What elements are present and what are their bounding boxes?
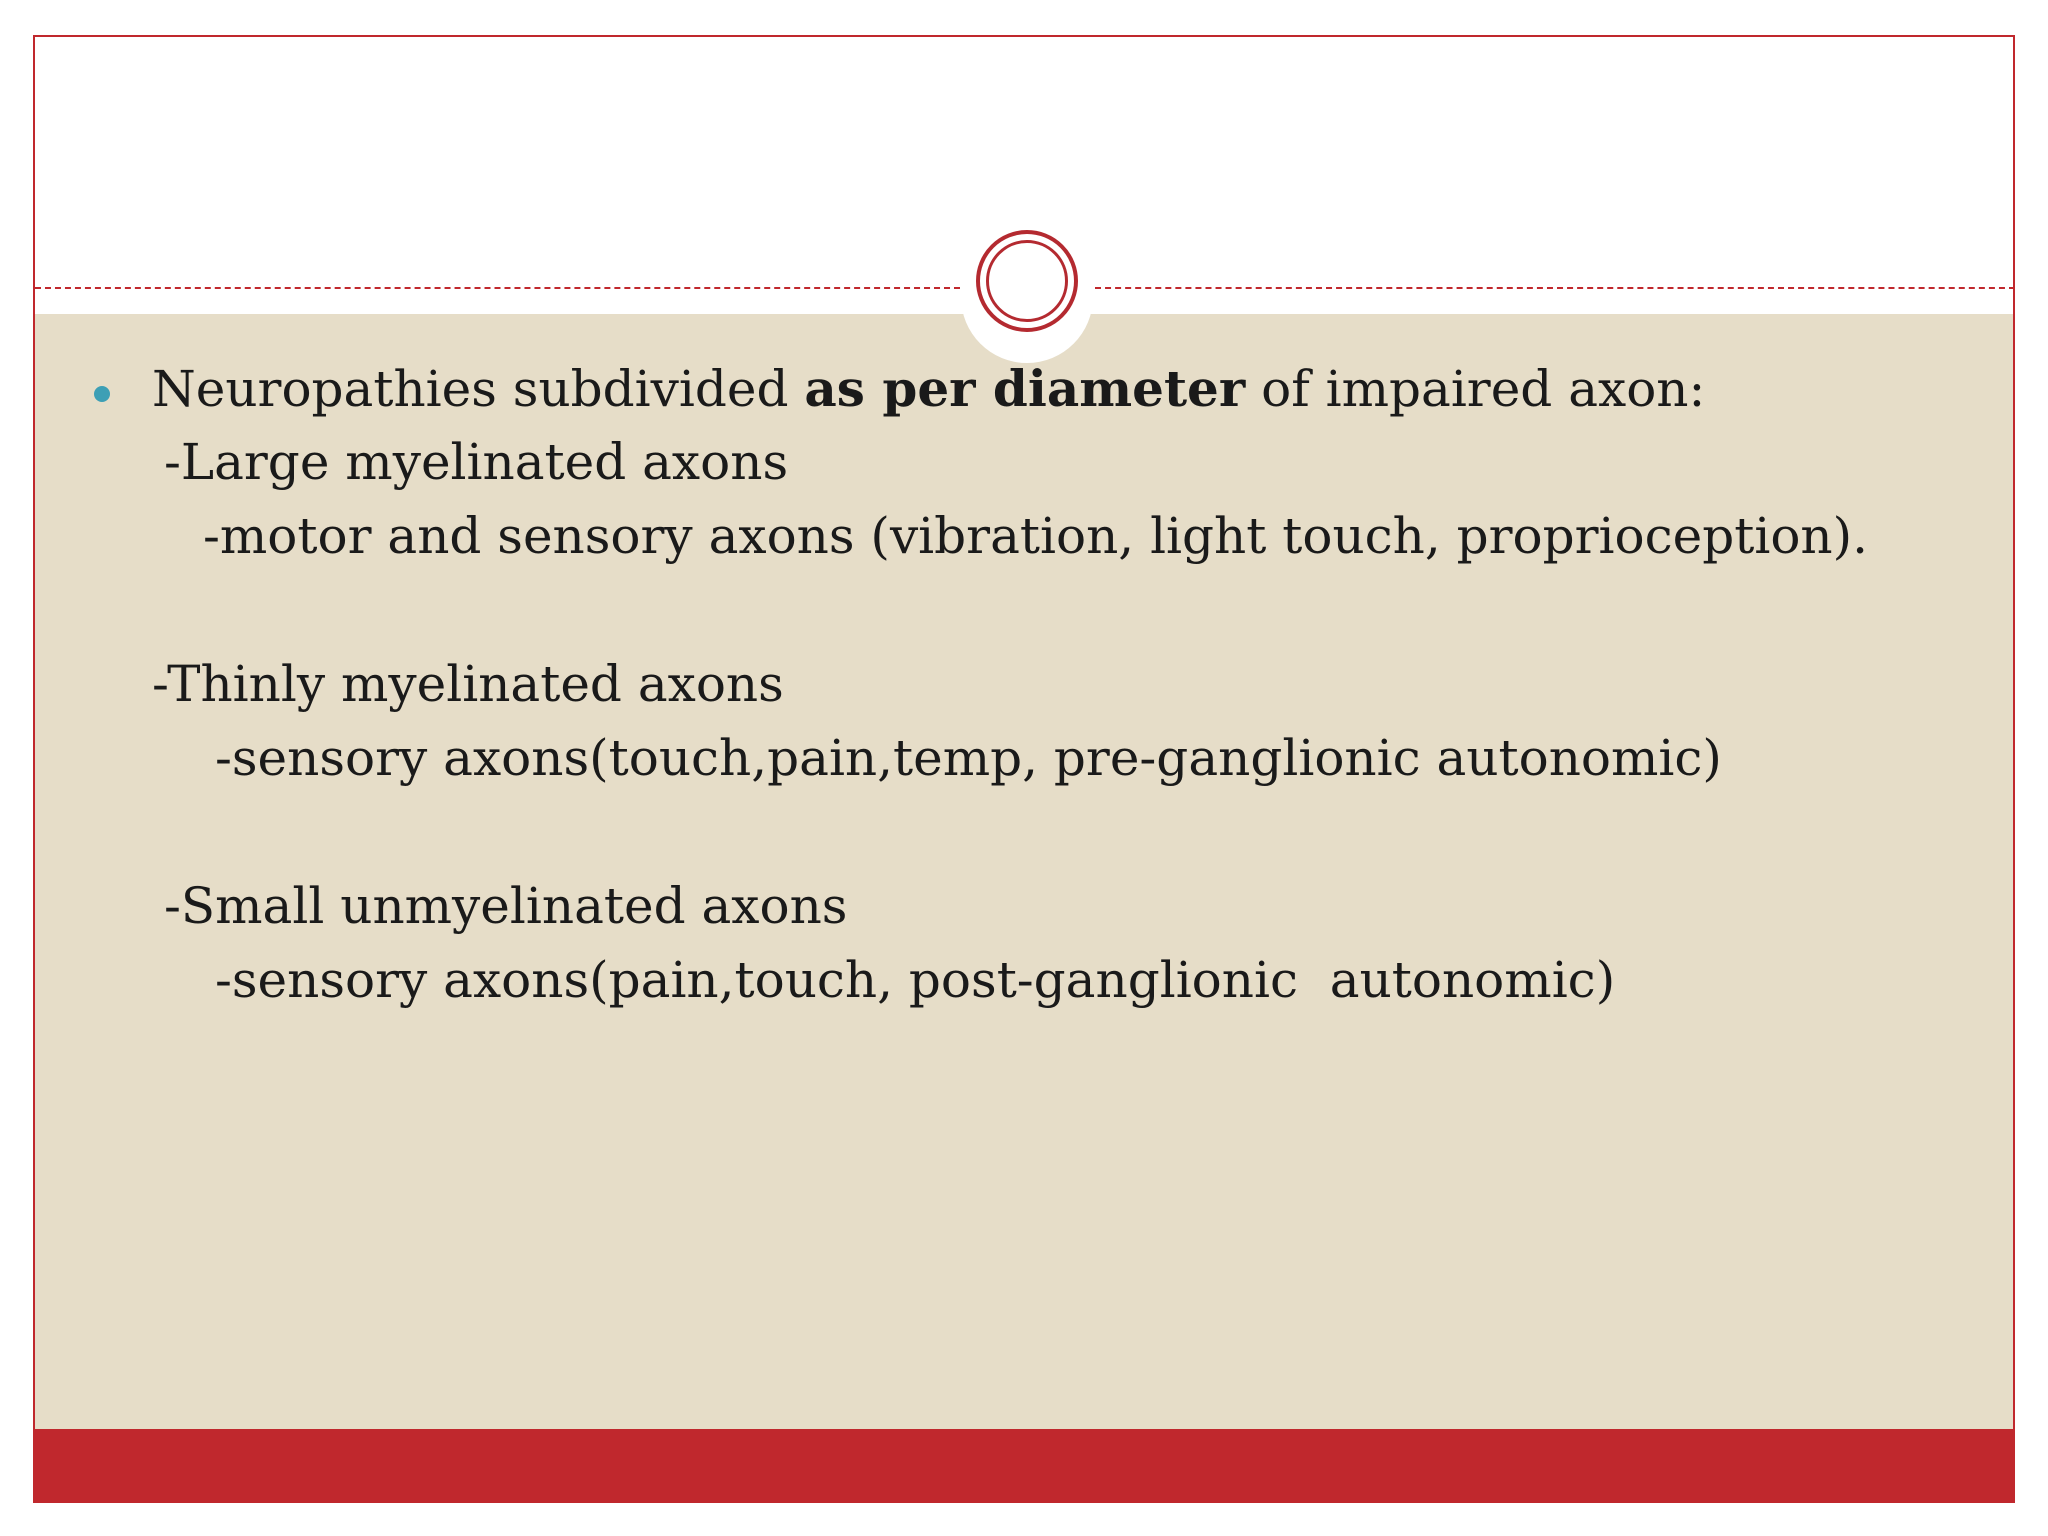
footer-bar xyxy=(35,1429,2013,1501)
bullet-text-suffix: of impaired axon: xyxy=(1245,360,1706,418)
bullet-text-prefix: Neuropathies subdivided xyxy=(152,360,805,418)
divider-circle-inner-ring xyxy=(986,240,1068,322)
detail-large-myelinated: -motor and sensory axons (vibration, light touch, proprioception). xyxy=(203,507,1869,565)
bullet-text-emphasis: as per diameter xyxy=(804,359,1246,418)
subheading-large-myelinated: -Large myelinated axons xyxy=(164,433,789,491)
detail-thinly-myelinated: -sensory axons(touch,pain,temp, pre-ganglionic autonomic) xyxy=(215,729,1722,787)
bullet-icon xyxy=(94,386,110,402)
divider-line-right xyxy=(1095,287,2015,289)
subheading-thinly-myelinated: -Thinly myelinated axons xyxy=(152,655,784,713)
subheading-small-unmyelinated: -Small unmyelinated axons xyxy=(164,877,848,935)
divider-line-left xyxy=(35,287,960,289)
slide xyxy=(33,35,2015,1503)
detail-small-unmyelinated: -sensory axons(pain,touch, post-ganglionic autonomic) xyxy=(215,951,1616,1009)
bullet-text xyxy=(152,359,1705,419)
divider-circle-icon xyxy=(976,230,1078,332)
